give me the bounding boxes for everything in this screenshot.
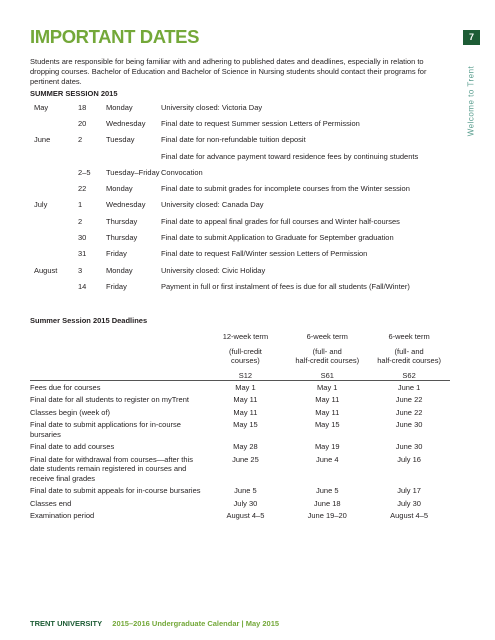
date-row <box>30 115 450 131</box>
deadline-row <box>30 394 450 407</box>
deadline-label: Final date to submit applications for in-course bursaries <box>30 420 181 439</box>
side-tab <box>456 56 486 146</box>
deadline-value: May 11 <box>315 395 340 404</box>
date-month <box>30 180 78 196</box>
deadline-value: July 30 <box>233 498 258 508</box>
deadlines-column-s12 <box>205 327 287 381</box>
date-event: Final date to appeal final grades for full courses and Winter half-courses <box>161 216 400 226</box>
deadline-value: June 5 <box>315 486 339 495</box>
credit-line: half-credit courses) <box>377 356 441 365</box>
footer-brand: TRENT UNIVERSITY <box>30 619 103 628</box>
deadline-label: Final date for withdrawal from courses—after this date students remain registered in courses and receive final grades <box>30 454 193 483</box>
date-row <box>30 148 450 164</box>
date-row <box>30 229 450 245</box>
deadline-label: Classes begin (week of) <box>30 407 111 417</box>
date-row <box>30 164 450 180</box>
date-day: 2 <box>78 216 83 226</box>
date-event: Final date to request Fall/Winter session Letters of Permission <box>161 249 368 259</box>
deadline-row <box>30 485 450 498</box>
deadlines-table <box>30 327 450 522</box>
date-month: July <box>34 200 48 210</box>
date-row <box>30 246 450 262</box>
date-weekday: Monday <box>106 265 133 275</box>
date-weekday: Thursday <box>106 233 138 243</box>
date-month <box>30 246 78 262</box>
deadline-value: May 28 <box>233 442 258 451</box>
credit-line: (full- and <box>312 346 342 356</box>
deadline-value: June 25 <box>232 454 259 464</box>
date-weekday: Wednesday <box>106 200 146 210</box>
deadline-value: May 11 <box>233 407 258 417</box>
date-event: University closed: Civic Holiday <box>161 265 266 275</box>
date-event: Convocation <box>161 167 203 177</box>
date-row <box>30 180 450 196</box>
deadline-value: May 19 <box>314 442 340 451</box>
credit-line: half-credit courses) <box>295 356 360 365</box>
deadline-value: August 4–5 <box>390 511 429 520</box>
date-day: 22 <box>78 184 87 194</box>
date-event: Payment in full or first instalment of fees is due for all students (Fall/Winter) <box>161 281 410 291</box>
date-month <box>30 115 78 131</box>
term-code: S62 <box>402 370 416 380</box>
deadline-value: June 22 <box>395 395 423 404</box>
deadline-row <box>30 510 450 523</box>
deadline-value: May 11 <box>233 395 258 404</box>
date-weekday: Friday <box>106 249 127 259</box>
date-month <box>30 213 78 229</box>
deadlines-header-blank <box>30 327 205 381</box>
date-day: 2–5 <box>78 167 91 177</box>
date-event: Final date to submit grades for incomplete courses from the Winter session <box>161 184 410 194</box>
credit-line: (full-credit <box>228 346 262 356</box>
date-weekday: Tuesday <box>106 135 135 145</box>
deadline-value: June 5 <box>234 486 257 495</box>
page-title: IMPORTANT DATES <box>30 26 200 47</box>
deadline-label: Final date for all students to register on myTrent <box>30 395 189 404</box>
date-row <box>30 132 450 148</box>
deadlines-title: Summer Session 2015 Deadlines <box>30 316 148 325</box>
term-label: 6-week term <box>306 332 348 341</box>
date-event: Final date for advance payment toward residence fees by continuing students <box>161 151 419 161</box>
term-code: S61 <box>320 370 334 380</box>
deadline-value: August 4–5 <box>226 511 265 520</box>
date-weekday: Monday <box>106 102 133 112</box>
date-event: Final date to submit Application to Graduate for September graduation <box>161 233 394 243</box>
date-month <box>30 164 78 180</box>
deadline-value: June 30 <box>395 442 423 451</box>
deadline-value: May 15 <box>233 420 258 429</box>
date-weekday: Thursday <box>106 216 138 226</box>
deadline-row <box>30 441 450 454</box>
date-weekday <box>106 148 161 164</box>
page-footer <box>30 619 279 628</box>
side-tab-label: Welcome to Trent <box>466 65 476 137</box>
date-event: Final date to request Summer session Letters of Permission <box>161 118 360 128</box>
deadline-value: May 15 <box>314 420 340 429</box>
page-number-badge: 7 <box>463 30 480 45</box>
deadline-value: June 18 <box>313 498 341 508</box>
date-day: 18 <box>78 102 87 112</box>
date-month: August <box>34 265 58 275</box>
date-month <box>30 148 78 164</box>
date-row <box>30 278 450 294</box>
date-day <box>78 148 106 164</box>
date-row <box>30 262 450 278</box>
summer-session-heading: SUMMER SESSION 2015 <box>30 89 118 98</box>
deadline-value: May 1 <box>235 382 256 392</box>
deadline-label: Examination period <box>30 511 95 520</box>
deadlines-column-s61 <box>286 327 368 381</box>
date-event: Final date for non-refundable tuition deposit <box>161 135 306 145</box>
intro-paragraph: Students are responsible for being familiar with and adhering to published dates and deadlines, especially in relation to dropping courses. Bachelor of Education and Bachelor of Science in Nursing students should contact their programs for pertinent dates. <box>30 57 427 86</box>
date-weekday: Wednesday <box>106 118 146 128</box>
date-day: 3 <box>78 265 83 275</box>
date-row <box>30 213 450 229</box>
deadline-label: Fees due for courses <box>30 382 101 392</box>
date-day: 2 <box>78 135 83 145</box>
deadline-value: June 4 <box>315 454 339 464</box>
date-day: 31 <box>78 249 87 259</box>
term-code: S12 <box>238 370 253 380</box>
deadline-value: June 22 <box>395 407 423 417</box>
date-row <box>30 197 450 213</box>
date-month: June <box>34 135 51 145</box>
date-row <box>30 99 450 115</box>
deadline-value: July 30 <box>397 498 421 508</box>
credit-line: courses) <box>231 356 260 365</box>
term-label: 6-week term <box>388 332 430 341</box>
deadline-value: July 17 <box>397 486 421 495</box>
deadline-row <box>30 406 450 419</box>
date-day: 14 <box>78 281 87 291</box>
credit-line: (full- and <box>394 346 424 356</box>
date-weekday: Tuesday–Friday <box>106 167 160 177</box>
deadline-value: May 11 <box>315 407 340 417</box>
date-month <box>30 278 78 294</box>
deadline-label: Classes end <box>30 498 72 508</box>
deadline-value: June 1 <box>397 382 421 392</box>
deadline-row <box>30 419 450 441</box>
deadline-row <box>30 453 450 485</box>
deadline-value: May 1 <box>317 382 338 392</box>
deadline-row <box>30 497 450 510</box>
date-day: 1 <box>78 200 83 210</box>
term-label: 12-week term <box>222 332 269 341</box>
date-month <box>30 229 78 245</box>
summer-session-dates-table <box>30 99 450 295</box>
deadline-value: July 16 <box>397 454 421 464</box>
date-month: May <box>34 102 49 112</box>
date-event: University closed: Canada Day <box>161 200 264 210</box>
date-weekday: Monday <box>106 184 133 194</box>
deadline-label: Final date to add courses <box>30 442 115 451</box>
date-weekday: Friday <box>106 281 127 291</box>
deadlines-column-s62 <box>368 327 450 381</box>
date-day: 30 <box>78 233 87 243</box>
deadline-value: June 19–20 <box>307 511 347 520</box>
deadline-label: Final date to submit appeals for in-course bursaries <box>30 486 201 495</box>
deadline-value: June 30 <box>395 420 423 429</box>
footer-text: 2015–2016 Undergraduate Calendar | May 2015 <box>112 619 280 628</box>
date-event: University closed: Victoria Day <box>161 102 263 112</box>
deadline-row <box>30 381 450 394</box>
date-day: 20 <box>78 118 87 128</box>
